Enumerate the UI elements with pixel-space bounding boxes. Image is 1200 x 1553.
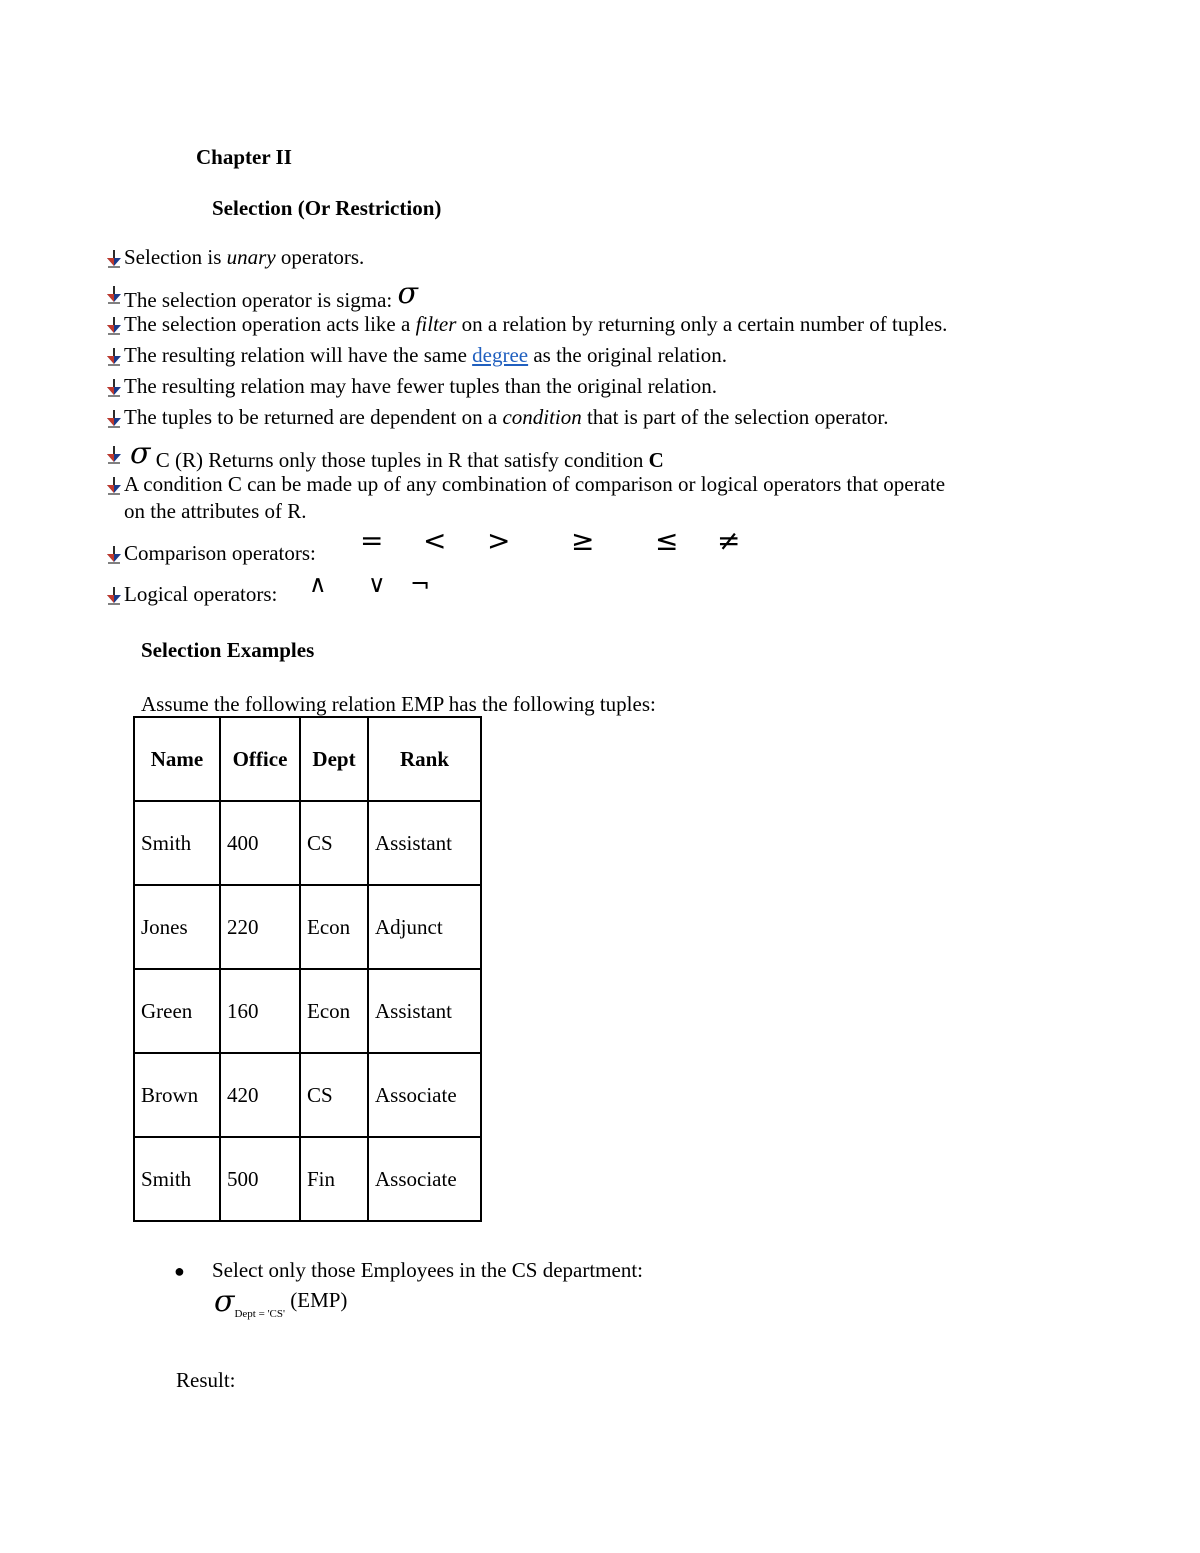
table-row bbox=[134, 1053, 481, 1137]
table-cell: Brown bbox=[134, 1053, 220, 1137]
sigma-symbol: σ bbox=[397, 276, 418, 311]
bullet-text: on a relation by returning only a certain number of tuples. bbox=[456, 312, 948, 336]
op-not: ¬ bbox=[410, 570, 431, 598]
arrow-bullet-icon bbox=[106, 249, 122, 269]
table-cell: 400 bbox=[220, 801, 300, 885]
table-cell: Econ bbox=[300, 885, 368, 969]
table-cell: Econ bbox=[300, 969, 368, 1053]
example1-text: Select only those Employees in the CS department: bbox=[212, 1258, 644, 1282]
table-cell: Assistant bbox=[368, 969, 481, 1053]
bullet-sigma bbox=[124, 276, 418, 313]
column-header: Dept bbox=[300, 717, 368, 801]
bullet-text: that is part of the selection operator. bbox=[581, 405, 889, 429]
table-row bbox=[134, 969, 481, 1053]
op-or: ∨ bbox=[368, 570, 386, 598]
selection-condition: Dept = 'CS' bbox=[234, 1308, 285, 1320]
bullet-sigma-c bbox=[130, 436, 664, 473]
bullet-text: The selection operator is sigma: bbox=[124, 288, 398, 312]
bullet-filter bbox=[124, 314, 947, 335]
op-and: ∧ bbox=[309, 570, 327, 598]
op-greater-equal: ≥ bbox=[571, 524, 595, 557]
table-cell: CS bbox=[300, 801, 368, 885]
sigma-symbol: σ bbox=[214, 1284, 235, 1319]
table-row bbox=[134, 885, 481, 969]
bullet-condition bbox=[124, 407, 889, 428]
table-cell: 420 bbox=[220, 1053, 300, 1137]
table-cell: Jones bbox=[134, 885, 220, 969]
emphasis-condition: condition bbox=[502, 405, 582, 429]
arrow-bullet-icon bbox=[106, 285, 122, 305]
arrow-bullet-icon bbox=[106, 545, 122, 565]
table-cell: 160 bbox=[220, 969, 300, 1053]
bullet-dot-icon: ● bbox=[174, 1261, 185, 1281]
degree-link[interactable]: degree bbox=[472, 343, 529, 367]
op-less-than: < bbox=[423, 524, 447, 557]
bullet-fewer-tuples: The resulting relation may have fewer tuples than the original relation. bbox=[124, 374, 718, 398]
column-header: Name bbox=[134, 717, 220, 801]
column-header: Office bbox=[220, 717, 300, 801]
bullet-text: The selection operation acts like a bbox=[124, 312, 416, 336]
table-cell: Fin bbox=[300, 1137, 368, 1221]
arrow-bullet-icon bbox=[106, 476, 122, 496]
emp-table bbox=[133, 716, 482, 1222]
arrow-bullet-icon bbox=[106, 347, 122, 367]
table-cell: Smith bbox=[134, 801, 220, 885]
bullet-text: The resulting relation will have the same bbox=[124, 343, 473, 367]
bullet-degree bbox=[124, 345, 727, 366]
table-cell: Associate bbox=[368, 1137, 481, 1221]
bullet-text: as the original relation. bbox=[528, 343, 727, 367]
op-greater-than: > bbox=[487, 524, 511, 557]
bullet-combination-line1: A condition C can be made up of any combination of comparison or logical operators that operate bbox=[124, 472, 946, 496]
logical-label: Logical operators: bbox=[124, 582, 278, 606]
table-cell: Smith bbox=[134, 1137, 220, 1221]
table-cell: Adjunct bbox=[368, 885, 481, 969]
arrow-bullet-icon bbox=[106, 316, 122, 336]
relation-name: (EMP) bbox=[285, 1288, 348, 1312]
bullet-text: The tuples to be returned are dependent on a bbox=[124, 405, 503, 429]
bullet-unary bbox=[124, 247, 364, 268]
op-less-equal: ≤ bbox=[655, 524, 679, 557]
assume-text: Assume the following relation EMP has the following tuples: bbox=[141, 692, 656, 716]
comparison-label: Comparison operators: bbox=[124, 541, 316, 565]
result-label: Result: bbox=[176, 1368, 236, 1392]
op-not-equal: ≠ bbox=[717, 524, 741, 557]
table-header-row bbox=[134, 717, 481, 801]
table-row bbox=[134, 801, 481, 885]
examples-heading: Selection Examples bbox=[141, 638, 315, 662]
arrow-bullet-icon bbox=[106, 445, 122, 465]
table-cell: CS bbox=[300, 1053, 368, 1137]
table-cell: 220 bbox=[220, 885, 300, 969]
op-equals: = bbox=[360, 524, 384, 557]
emphasis-filter: filter bbox=[415, 312, 457, 336]
table-cell: Green bbox=[134, 969, 220, 1053]
section-title: Selection (Or Restriction) bbox=[212, 196, 442, 220]
bullet-text: C (R) Returns only those tuples in R that satisfy condition bbox=[150, 448, 649, 472]
emphasis-unary: unary bbox=[226, 245, 276, 269]
table-cell: 500 bbox=[220, 1137, 300, 1221]
table-row bbox=[134, 1137, 481, 1221]
arrow-bullet-icon bbox=[106, 586, 122, 606]
condition-c: C bbox=[648, 448, 664, 472]
table-cell: Associate bbox=[368, 1053, 481, 1137]
bullet-text: operators. bbox=[275, 245, 365, 269]
example1-expression bbox=[214, 1284, 348, 1320]
column-header: Rank bbox=[368, 717, 481, 801]
chapter-title: Chapter II bbox=[196, 145, 292, 169]
sigma-symbol: σ bbox=[130, 436, 151, 471]
emp-table-body bbox=[134, 717, 481, 1221]
arrow-bullet-icon bbox=[106, 378, 122, 398]
bullet-text: Selection is bbox=[124, 245, 227, 269]
table-cell: Assistant bbox=[368, 801, 481, 885]
bullet-combination-line2: on the attributes of R. bbox=[124, 499, 307, 523]
arrow-bullet-icon bbox=[106, 409, 122, 429]
